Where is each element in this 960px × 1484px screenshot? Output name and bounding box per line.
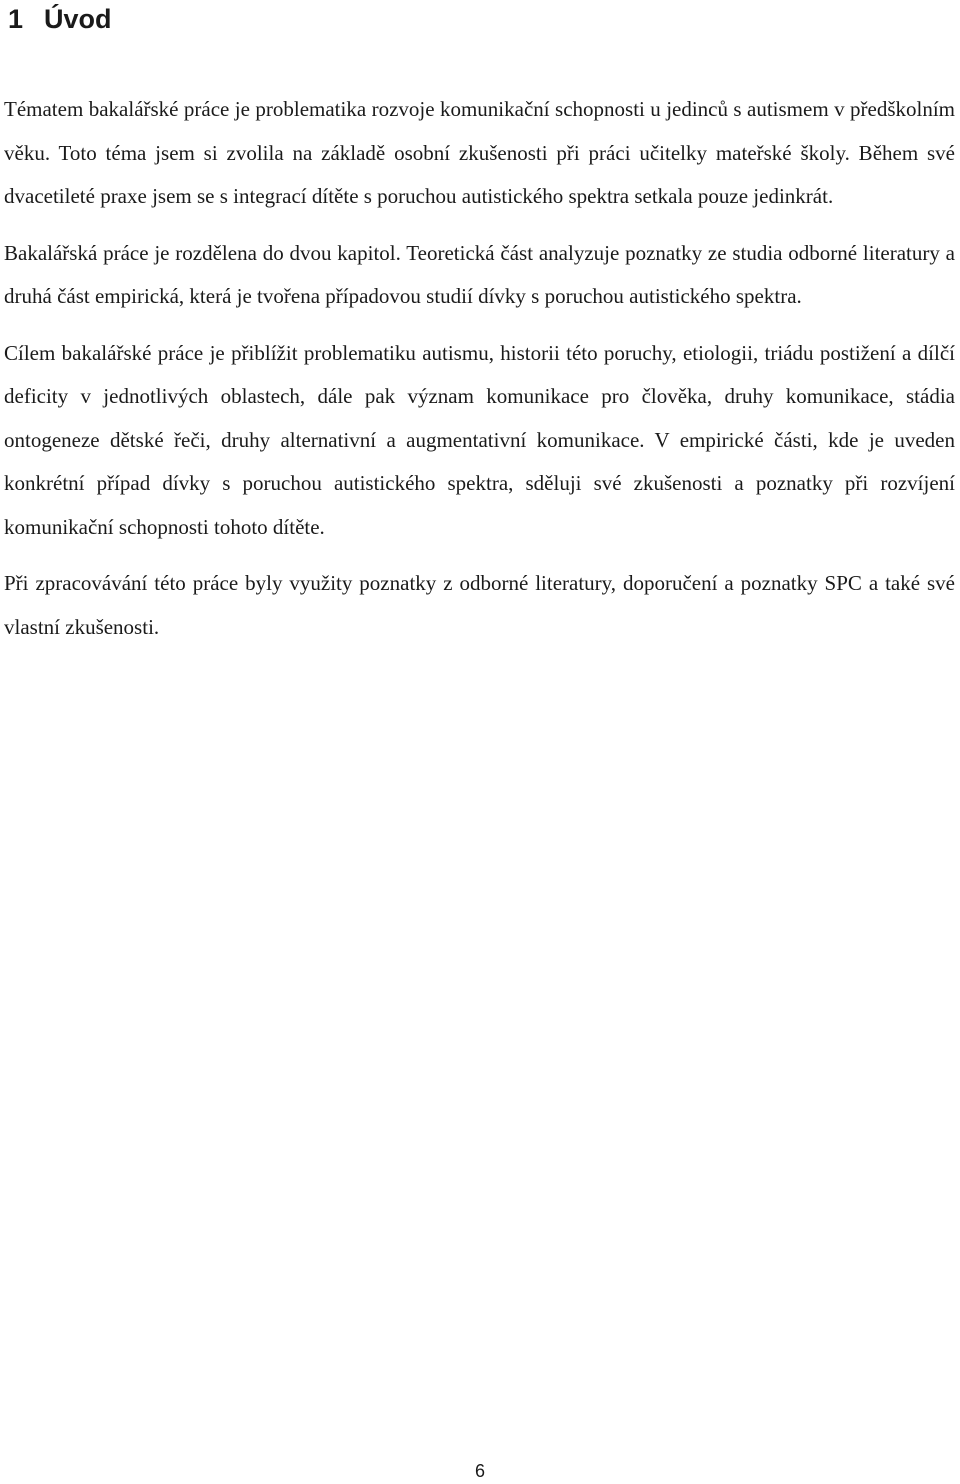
paragraph-sources: Při zpracovávání této práce byly využity poznatky z odborné literatury, doporučení a poznatky SPC a také své vlastní zkušenosti. <box>4 571 955 639</box>
paragraph-aim: Cílem bakalářské práce je přiblížit problematiku autismu, historii této poruchy, etiologii, triádu postižení a dílčí deficity v jednotlivých oblastech, dále pak význam komunikace pro člověka, druhy komunikace, stádia ontogeneze dětské řeči, druhy alternativní a augmentativní komunikace. V empirické části, kde je uveden konkrétní případ dívky s poruchou autistického spektra, sděluji své zkušenosti a poznatky při rozvíjení komunikační schopnosti tohoto dítěte. <box>4 340 955 539</box>
body-text <box>4 88 955 662</box>
page-number: 6 <box>474 1461 485 1481</box>
chapter-title: Úvod <box>44 4 112 34</box>
chapter-number: 1 <box>8 4 24 34</box>
paragraph-structure: Bakalářská práce je rozdělena do dvou kapitol. Teoretická část analyzuje poznatky ze studia odborné literatury a druhá část empirická, která je tvořena případovou studií dívky s poruchou autistického spektra. <box>4 240 955 308</box>
chapter-heading <box>8 2 112 36</box>
paragraph-topic: Tématem bakalářské práce je problematika rozvoje komunikační schopnosti u jedinců s autismem v předškolním věku. Toto téma jsem si zvolila na základě osobní zkušenosti při práci učitelky mateřské školy. Během své dvacetileté praxe jsem se s integrací dítěte s poruchou autistického spektra setkala pouze jedinkrát. <box>4 97 955 208</box>
